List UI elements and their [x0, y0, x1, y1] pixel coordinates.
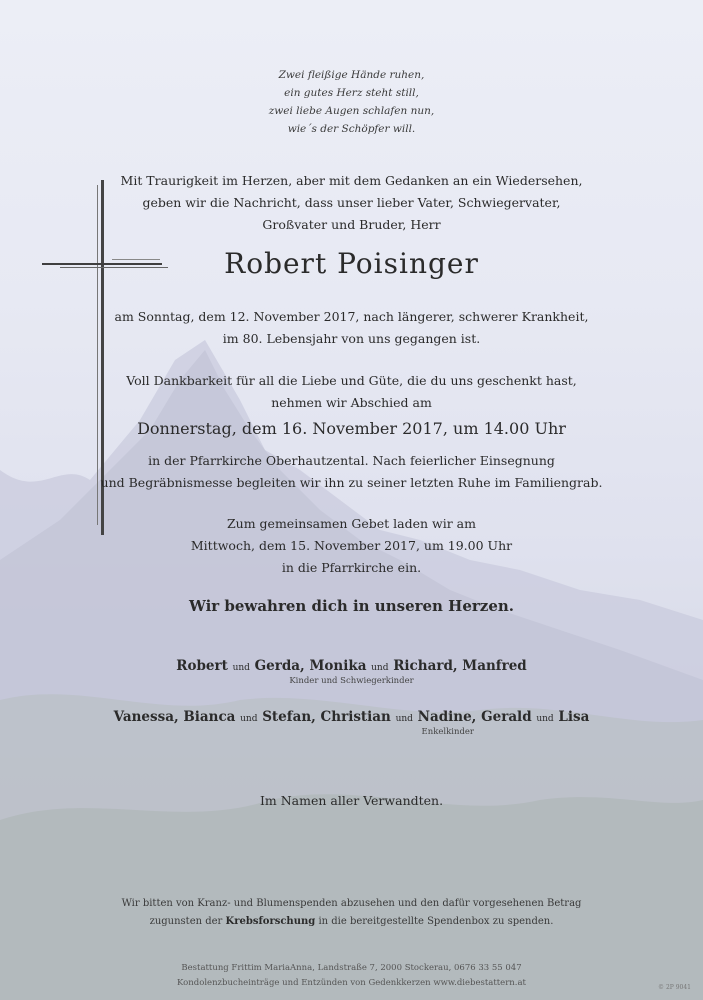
funeral-home-line: Kondolenzbucheinträge und Entzünden von Gedenkkerzen www.diebestattern.at — [177, 978, 526, 988]
church-line: in der Pfarrkirche Oberhautzental. Nach feierlicher Einsegnung — [148, 453, 555, 468]
family-grandchildren — [0, 709, 703, 737]
donation-text: in die bereitgestellte Spendenbox zu spenden. — [318, 916, 554, 927]
donation-text: zugunsten der — [149, 916, 223, 927]
death-line: im 80. Lebensjahr von uns gegangen ist. — [222, 331, 481, 346]
farewell-text — [0, 370, 703, 414]
family-name: Gerda, Monika — [254, 658, 367, 674]
family-name: Lisa — [558, 709, 590, 725]
family-name: Vanessa, Bianca — [113, 709, 236, 725]
donation-line: Wir bitten von Kranz- und Blumenspenden abzusehen und den dafür vorgesehenen Betrag — [121, 898, 582, 909]
family-connector: und — [395, 714, 413, 724]
funeral-home-line: Bestattung Frittim MariaAnna, Landstraße 7, 2000 Stockerau, 0676 33 55 047 — [181, 963, 522, 973]
donation-highlight: Krebsforschung — [225, 916, 316, 927]
relatives-line: Im Namen aller Verwandten. — [259, 793, 444, 808]
prayer-text — [0, 513, 703, 579]
church-line: und Begräbnismesse begleiten wir ihn zu seiner letzten Ruhe im Familiengrab. — [100, 475, 603, 490]
intro-line: geben wir die Nachricht, dass unser lieber Vater, Schwiegervater, — [142, 195, 561, 210]
family-name: Richard, Manfred — [393, 658, 527, 674]
heart-line: Wir bewahren dich in unseren Herzen. — [188, 597, 514, 615]
document-code: © 2P 9041 — [658, 984, 691, 991]
church-text — [0, 450, 703, 494]
death-notice — [0, 306, 703, 350]
family-name: Stefan, Christian — [262, 709, 391, 725]
prayer-line: Mittwoch, dem 15. November 2017, um 19.00 Uhr — [190, 538, 513, 553]
family-name: Nadine, Gerald — [417, 709, 532, 725]
deceased-name: Robert Poisinger — [224, 247, 479, 280]
intro-line: Mit Traurigkeit im Herzen, aber mit dem Gedanken an ein Wiedersehen, — [120, 173, 583, 188]
farewell-line: Voll Dankbarkeit für all die Liebe und Güte, die du uns geschenkt hast, — [126, 373, 577, 388]
donation-note — [0, 895, 703, 931]
intro-line: Großvater und Bruder, Herr — [262, 217, 441, 232]
funeral-date: Donnerstag, dem 16. November 2017, um 14.00 Uhr — [137, 419, 566, 438]
family-name: Robert — [176, 658, 228, 674]
poem-line: Zwei fleißige Hände ruhen, — [278, 69, 425, 81]
intro-text — [0, 170, 703, 236]
family-connector: und — [371, 663, 389, 673]
poem-line: ein gutes Herz steht still, — [284, 87, 419, 99]
poem-line: wie´s der Schöpfer will. — [287, 123, 416, 135]
family-relation: Kinder und Schwiegerkinder — [289, 676, 414, 686]
prayer-line: Zum gemeinsamen Gebet laden wir am — [226, 516, 476, 531]
poem-line: zwei liebe Augen schlafen nun, — [268, 105, 435, 117]
prayer-line: in die Pfarrkirche ein. — [281, 560, 422, 575]
funeral-home-info — [0, 961, 703, 991]
family-connector: und — [536, 714, 554, 724]
donation-line — [0, 913, 703, 931]
family-connector: und — [232, 663, 250, 673]
poem — [0, 66, 703, 138]
family-children — [0, 658, 703, 686]
death-line: am Sonntag, dem 12. November 2017, nach längerer, schwerer Krankheit, — [114, 309, 589, 324]
family-relation: Enkelkinder — [421, 727, 474, 737]
farewell-line: nehmen wir Abschied am — [271, 395, 432, 410]
family-connector: und — [240, 714, 258, 724]
